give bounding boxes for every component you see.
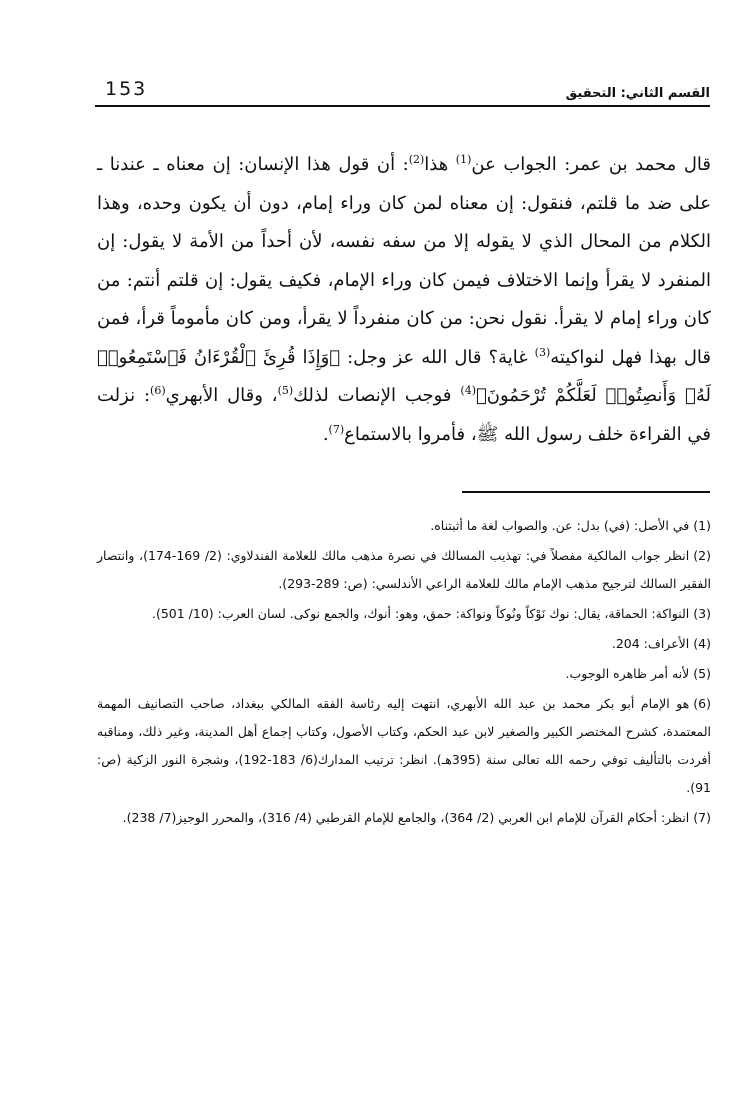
text-run: : أن قول هذا الإنسان: إن معناه ـ عندنا ـ على ضد ما قلتم، فنقول: إن معناه لمن كان وراء إمام، دون أن يكون وحده، وهذا الكلام من المحال الذي لا يقوله إلا من سفه نفسه، لأن أحداً من الأمة لا يقول: إن المنفرد لا يقرأ وإنما الاختلاف فيمن كان وراء الإمام، فكيف يقول: إن قلتم أنتم: من كان وراء إمام لا يقرأ. نقول نحن: من كان منفرداً لا يقرأ، ومن كان مأموماً قرأ، فمن قال بهذا فهل لنواكيته [97,154,711,368]
footnote-2 [97,542,711,598]
footnote-number: (3) [693,606,711,621]
footnote-text: لأنه أمر ظاهره الوجوب. [565,666,690,681]
text-run: غاية؟ قال الله عز وجل: [340,346,535,368]
footnote-ref-4[interactable]: (4) [460,384,476,397]
footnote-ref-2[interactable]: (2) [408,153,425,166]
footnotes [97,512,711,834]
footnote-ref-7[interactable]: (7) [328,422,345,436]
footnote-ref-1[interactable]: (1) [455,153,472,166]
footnote-3 [97,600,711,628]
footnote-5 [97,660,711,688]
running-header [95,80,710,104]
footnote-ref-5[interactable]: (5) [277,384,294,397]
footnote-number: (6) [693,696,711,711]
section-title: القسم الثاني: التحقيق [565,86,710,101]
footnote-number: (1) [693,518,711,533]
footnote-ref-3[interactable]: (3) [534,345,551,359]
footnote-number: (7) [693,810,711,825]
footnote-text: انظر جواب المالكية مفصلاً في: تهذيب المسالك في نصرة مذهب مالك للعلامة الفندلاوي: (2/ 169-174)، وانتصار الفقير السالك لترجيح مذهب الإمام مالك للعلامة الراعي الأندلسي: (ص: 289-293). [97,548,711,591]
footnote-text: النواكة: الحماقة، يقال: نوك نَوْكاً ونُوكاً ونواكة: حمق، وهو: أنوك، والجمع نوكى. لسان العرب: (10/ 501). [151,606,690,621]
footnote-divider [462,491,710,493]
text-run: . [322,423,329,445]
footnote-text: انظر: أحكام القرآن للإمام ابن العربي (2/ 364)، والجامع للإمام القرطبي (4/ 316)، والمحرر الوجيز(7/ 238). [122,810,690,825]
footnote-6 [97,690,711,802]
page-number: 153 [105,78,148,100]
text-run: هذا [424,154,456,175]
footnote-1 [97,512,711,540]
footnote-7 [97,804,711,832]
text-run: : نزلت في القراءة خلف رسول الله ﷺ، فأمروا بالاستماع [97,385,711,445]
main-paragraph [97,146,711,454]
quran-verse: ﴿وَإِذَا قُرِئَ ٱلْقُرْءَانُ فَٱسْتَمِعُوا۟ لَهُۥ وَأَنصِتُوا۟ لَعَلَّكُمْ تُرْحَمُونَ﴾ [97,346,711,406]
header-divider [95,105,710,107]
text-run: ، وقال الأبهري [165,385,278,406]
footnote-number: (2) [693,548,711,563]
footnote-text: هو الإمام أبو بكر محمد بن عبد الله الأبهري، انتهت إليه رئاسة الفقه المالكي ببغداد، صاحب التصانيف المهمة المعتمدة، كشرح المختصر الكبير والصغير لابن عبد الحكم، وكتاب الأصول، وكتاب إجماع أهل المدينة، وغير ذلك، ومناقبه أفردت بالتأليف توفي رحمه الله تعالى سنة (395هـ). انظر: ترتيب المدارك(6/ 183-192)، وشجرة النور الزكية (ص: 91). [97,696,712,795]
footnote-4 [97,630,711,658]
footnote-number: (5) [693,666,711,681]
text-run: فوجب الإنصات لذلك [293,385,461,406]
footnote-text: الأعراف: 204. [611,636,690,651]
footnote-number: (4) [693,636,711,651]
footnote-ref-6[interactable]: (6) [150,384,166,397]
footnote-text: في الأصل: (في) بدل: عن. والصواب لغة ما أثبتناه. [430,518,690,533]
text-run: قال محمد بن عمر: الجواب عن [471,154,711,175]
